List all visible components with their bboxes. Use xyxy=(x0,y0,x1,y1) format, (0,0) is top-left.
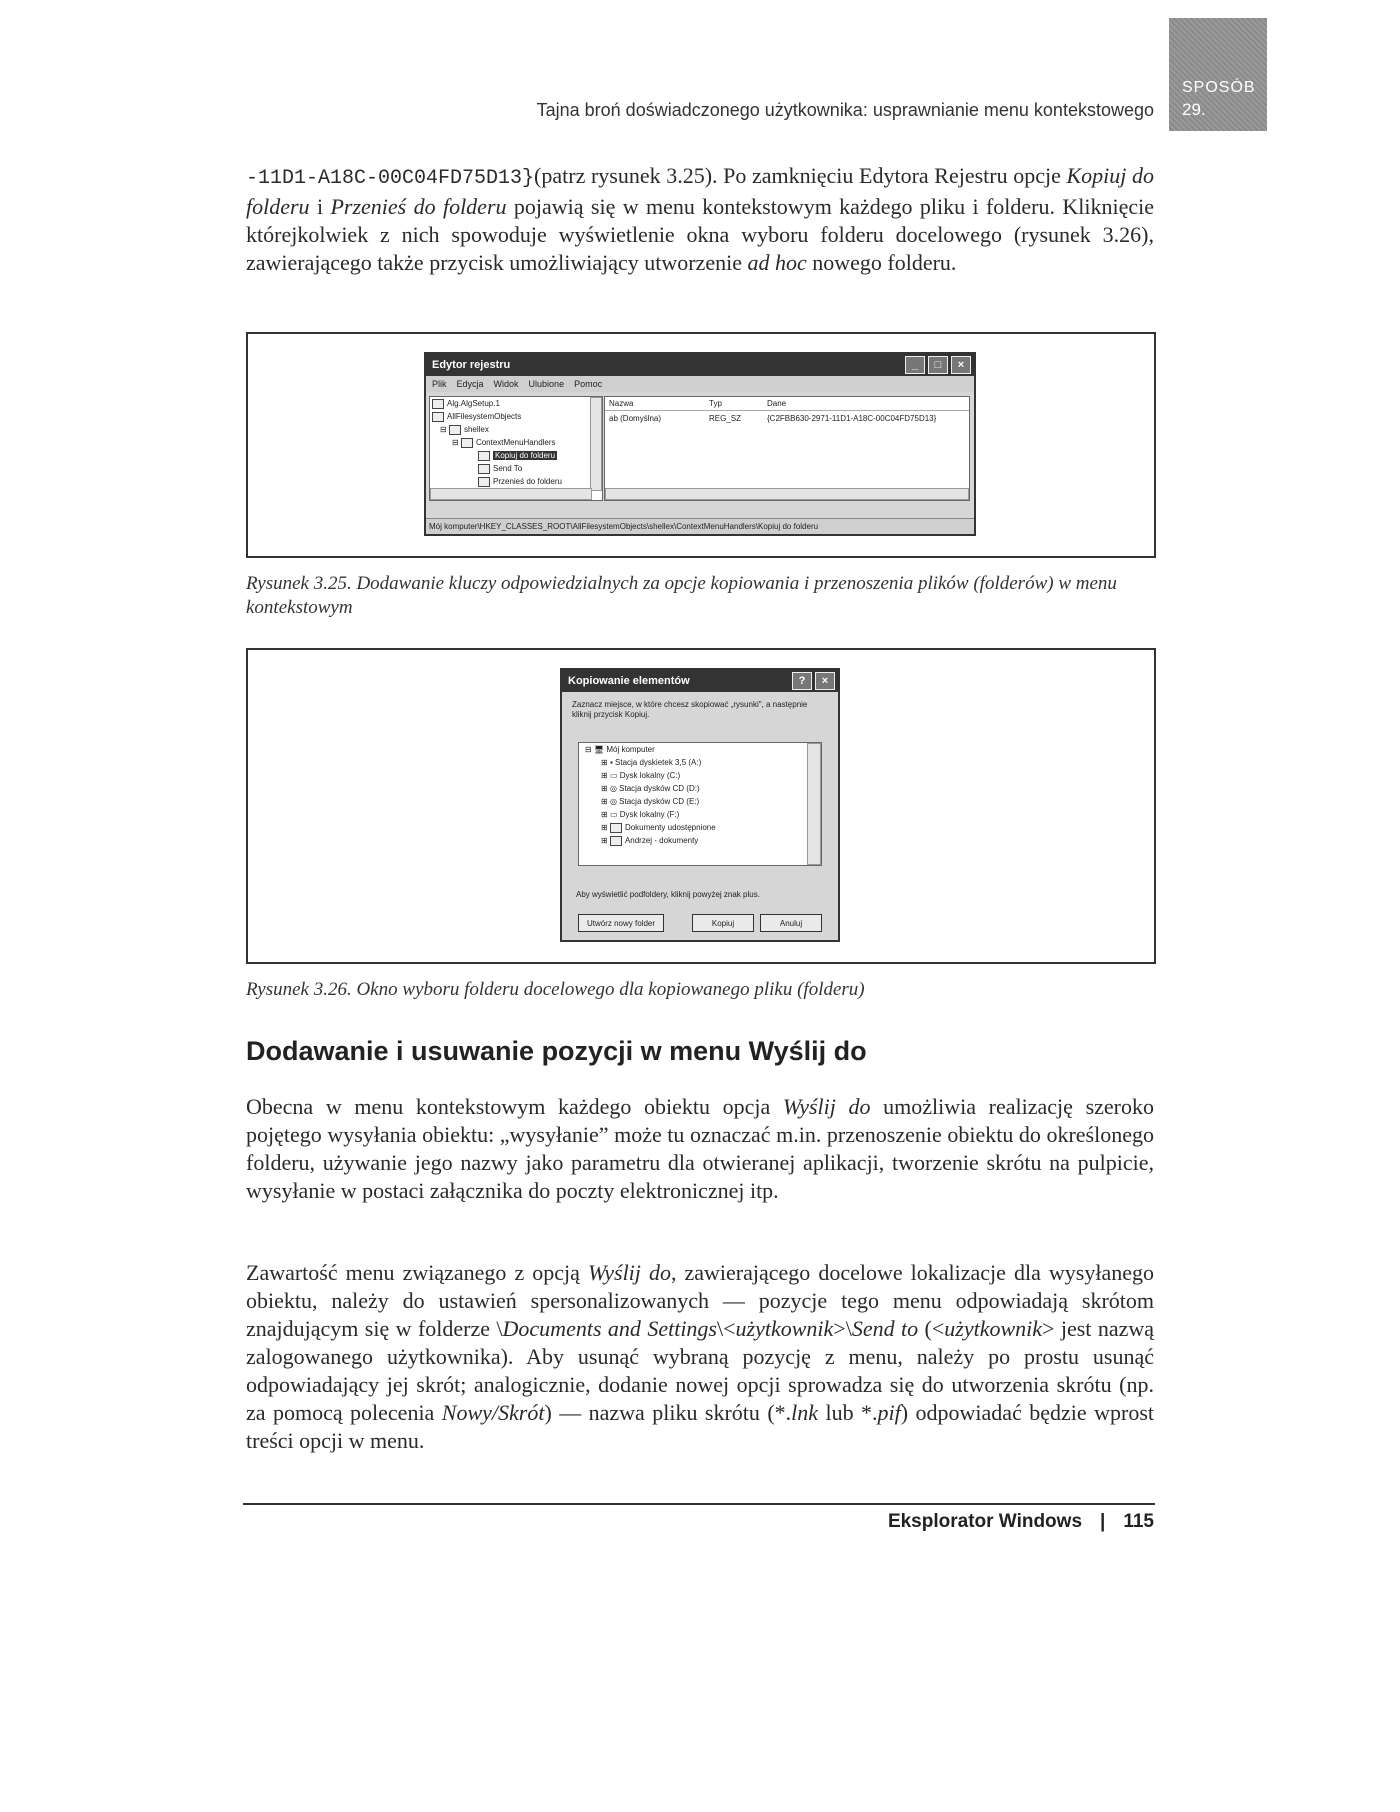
tree-item: Stacja dysków CD (E:) xyxy=(619,797,700,806)
column-header-data: Dane xyxy=(767,399,787,408)
tree-item: Dokumenty udostępnione xyxy=(624,823,716,832)
folder-icon xyxy=(432,412,444,422)
registry-tree-pane: Alg.AlgSetup.1 AllFilesystemObjects ⊟ shellex ⊟ ContextMenuHandlers Kopiuj do folderu Send To Przenieś do folderu xyxy=(429,396,603,501)
cancel-button: Anuluj xyxy=(760,914,822,932)
sposob-label: SPOSÓB xyxy=(1182,79,1256,96)
menu-item: Plik xyxy=(432,379,447,389)
footer-chapter: Eksplorator Windows xyxy=(887,1511,1083,1532)
page-number: 115 xyxy=(1123,1511,1154,1532)
column-header-name: Nazwa xyxy=(609,399,634,408)
minimize-icon: _ xyxy=(905,356,925,374)
column-header-type: Typ xyxy=(709,399,722,408)
cd-drive-icon: ◎ xyxy=(609,784,617,793)
tree-item: shellex xyxy=(463,425,489,434)
paragraph-send-to-config: Zawartość menu związanego z opcją Wyślij do, zawierającego docelowe lokalizacje dla wysyłanego obiektu, należy do ustawień spersonalizowanych — pozycje tego menu odpowiadają skrótom znajdującym się w folderze \Documents and Settings\<użytkownik>\Send to (<użytkownik> jest nazwą zalogowanego użytkownika). Aby usunąć wybraną pozycję z menu, należy po prostu usunąć odpowiadający jej skrót; analogicznie, dodanie nowej opcji sprowadza się do utworzenia skrótu (np. za pomocą polecenia Nowy/Skrót) — nazwa pliku skrótu (*.lnk lub *.pif) odpowiadać będzie wprost treści opcji w menu. xyxy=(246,1260,1155,1453)
hard-drive-icon: ▭ xyxy=(609,810,618,819)
floppy-drive-icon: ▪ xyxy=(609,758,613,767)
registry-editor-window xyxy=(424,352,976,536)
copy-items-dialog xyxy=(560,668,840,942)
folder-icon xyxy=(610,836,622,846)
menu-item: Pomoc xyxy=(574,379,603,389)
string-value-icon: ab xyxy=(609,414,618,423)
tree-item: ContextMenuHandlers xyxy=(475,438,556,447)
paragraph-send-to-intro: Obecna w menu kontekstowym każdego obiektu opcja Wyślij do umożliwia realizację szeroko pojętego wysyłania obiektu: „wysyłanie” może tu oznaczać m.in. przenoszenie obiektu do określonego folderu, używanie jego nazwy jako parametru dla otwieranej aplikacji, tworzenie skrótu na pulpicie, wysyłanie w postaci załącznika do poczty elektronicznej itp. xyxy=(246,1094,1154,1203)
sposob-tab xyxy=(1169,18,1267,131)
new-folder-button: Utwórz nowy folder xyxy=(578,914,664,932)
section-heading: Dodawanie i usuwanie pozycji w menu Wyślij do xyxy=(246,1036,867,1066)
figure-copy-dialog xyxy=(246,648,1156,964)
values-hscrollbar xyxy=(605,488,969,500)
menu-item: Widok xyxy=(493,379,519,389)
menu-item: Edycja xyxy=(456,379,484,389)
copy-button: Kopiuj xyxy=(692,914,754,932)
paragraph-intro: -11D1-A18C-00C04FD75D13}(patrz rysunek 3.25). Po zamknięciu Edytora Rejestru opcje Kopiuj do folderu i Przenieś do folderu pojawią się w menu kontekstowym każdego pliku i folderu. Kliknięcie którejkolwiek z nich spowoduje wyświetlenie okna wyboru folderu docelowego (rysunek 3.26), zawierającego także przycisk umożliwiający utworzenie ad hoc nowego folderu. xyxy=(246,163,1154,275)
folder-icon xyxy=(461,438,473,448)
dialog-instruction: Zaznacz miejsce, w które chcesz skopiować „rysunki", a następnie kliknij przycisk Kopiuj. xyxy=(572,700,808,719)
folder-icon xyxy=(478,477,490,487)
tree-item: Send To xyxy=(493,464,523,473)
running-title: Tajna broń doświadczonego użytkownika: usprawnianie menu kontekstowego xyxy=(536,100,1154,120)
folder-icon xyxy=(478,464,490,474)
folder-icon xyxy=(449,425,461,435)
values-header xyxy=(605,397,969,411)
footer-rule xyxy=(243,1503,1155,1505)
dialog-title: Kopiowanie elementów xyxy=(568,675,690,687)
window-titlebar xyxy=(426,354,974,376)
figure-registry-editor xyxy=(246,332,1156,558)
folder-tree: ⊟ 🖥 Mój komputer ⊞ ▪ Stacja dyskietek 3,5 (A:) ⊞ ▭ Dysk lokalny (C:) ⊞ ◎ Stacja dysków CD (D:) ⊞ ◎ Stacja dysków CD (E:) ⊞ ▭ Dysk lokalny (F:) ⊞ Dokumenty udostępnione ⊞ Andrzej - dokumenty xyxy=(578,742,822,866)
dialog-titlebar xyxy=(562,670,838,692)
window-title: Edytor rejestru xyxy=(432,359,511,371)
help-icon: ? xyxy=(792,672,812,690)
close-icon: × xyxy=(815,672,835,690)
hard-drive-icon: ▭ xyxy=(609,771,618,780)
computer-icon: 🖥 xyxy=(593,745,605,754)
menu-item: Ulubione xyxy=(528,379,565,389)
tree-item: Stacja dyskietek 3,5 (A:) xyxy=(615,758,702,767)
folder-icon xyxy=(610,823,622,833)
footer-separator: | xyxy=(1100,1511,1106,1532)
figure-caption-326: Rysunek 3.26. Okno wyboru folderu docelowego dla kopiowanego pliku (folderu) xyxy=(246,979,865,1000)
tree-hscrollbar xyxy=(430,488,592,500)
values-row: ab (Domyślna) REG_SZ {C2FBB630-2971-11D1-A18C-00C04FD75D13} xyxy=(609,414,937,423)
tree-item: Dysk lokalny (C:) xyxy=(619,771,681,780)
registry-values-pane xyxy=(604,396,970,501)
code-clsid: -11D1-A18C-00C04FD75D13} xyxy=(246,167,535,190)
tree-item: Stacja dysków CD (D:) xyxy=(619,784,700,793)
close-icon: × xyxy=(951,356,971,374)
menu-bar xyxy=(426,376,974,392)
tree-root: Mój komputer xyxy=(606,745,655,754)
tree-item: Alg.AlgSetup.1 xyxy=(447,399,500,408)
page-footer xyxy=(888,1511,1154,1533)
tree-scrollbar xyxy=(590,397,602,491)
figure-caption-325: Rysunek 3.25. Dodawanie kluczy odpowiedzialnych za opcje kopiowania i przenoszenia plików (folderów) w menu kontekstowym xyxy=(246,573,1117,618)
sposob-number: 29. xyxy=(1182,100,1206,119)
folder-icon xyxy=(478,451,490,461)
folder-icon xyxy=(432,399,444,409)
tree-item: Przenieś do folderu xyxy=(493,477,562,486)
tree-item: AllFilesystemObjects xyxy=(447,412,522,421)
tree-scrollbar xyxy=(807,743,821,865)
status-bar: Mój komputer\HKEY_CLASSES_ROOT\AllFilesystemObjects\shellex\ContextMenuHandlers\Kopiuj do folderu xyxy=(426,518,974,534)
tree-item: Andrzej - dokumenty xyxy=(624,836,699,845)
tree-item: Dysk lokalny (F:) xyxy=(619,810,680,819)
cd-drive-icon: ◎ xyxy=(609,797,617,806)
tree-item-selected: Kopiuj do folderu xyxy=(495,451,556,460)
maximize-icon: □ xyxy=(928,356,948,374)
dialog-hint: Aby wyświetlić podfoldery, kliknij powyżej znak plus. xyxy=(576,890,760,899)
